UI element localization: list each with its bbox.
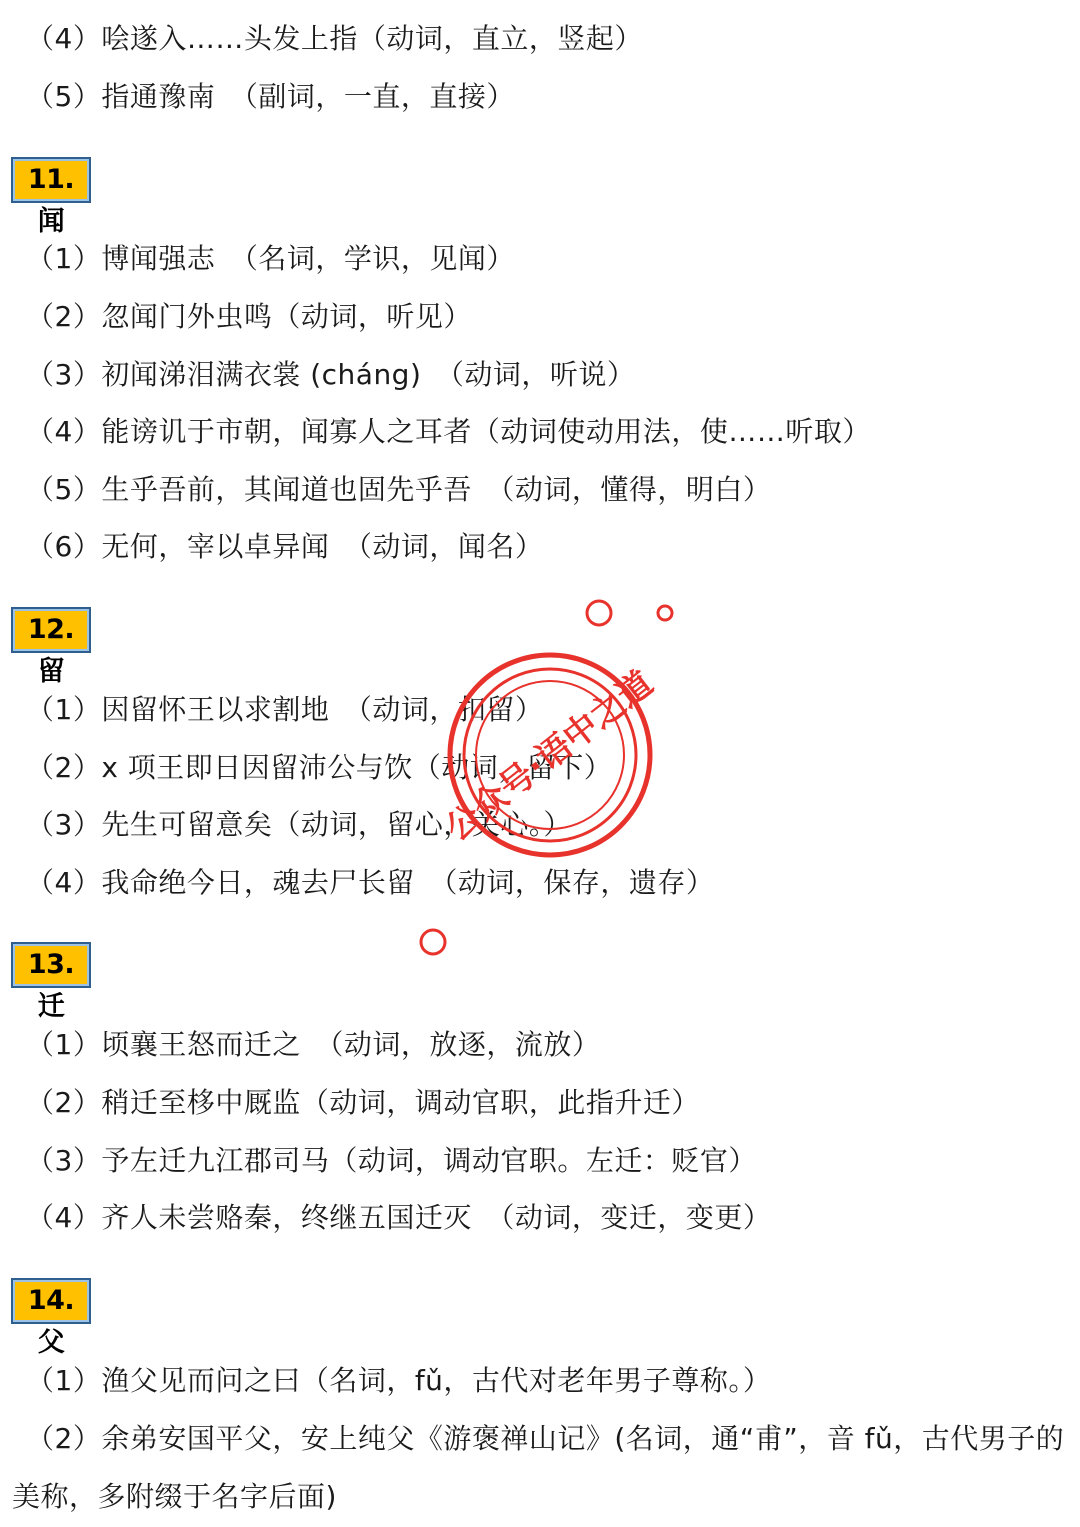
entry-line: （6）无何，宰以卓异闻 （动词，闻名） <box>26 530 544 563</box>
entry-line: （3）初闻涕泪满衣裳 (cháng) （动词，听说） <box>26 358 636 391</box>
entry-line: （3）予左迁九江郡司马（动词，调动官职。左迁：贬官） <box>26 1144 757 1177</box>
entry-line: （4）能谤讥于市朝，闻寡人之耳者（动词使动用法，使……听取） <box>26 415 871 448</box>
entry-line: （5）指通豫南 （副词，一直，直接） <box>26 80 515 113</box>
entry-line: （4）我命绝今日，魂去尸长留 （动词，保存，遗存） <box>26 866 715 899</box>
entry-line: （3）先生可留意矣（动词，留心，关心。） <box>26 808 572 841</box>
entry-line: （1）渔父见而问之曰（名词，fǔ，古代对老年男子尊称。） <box>26 1364 772 1397</box>
entry-line: （4）哙遂入……头发上指（动词，直立，竖起） <box>26 22 643 55</box>
entry-line: （1）博闻强志 （名词，学识，见闻） <box>26 242 515 275</box>
entry-line: （2）忽闻门外虫鸣（动词，听见） <box>26 300 472 333</box>
stamp-small-circle <box>421 930 445 954</box>
entry-line: （2）稍迁至栘中厩监（动词，调动官职，此指升迁） <box>26 1086 700 1119</box>
section-heading-13: 13. 迁 <box>11 942 91 988</box>
stamp-small-circle <box>658 606 672 620</box>
stamp-text: 公众号·语中之道 <box>438 663 661 850</box>
entry-line: （1）因留怀王以求割地 （动词，扣留） <box>26 693 544 726</box>
stamp-small-circle <box>587 601 611 625</box>
section-heading-12: 12. 留 <box>11 607 91 653</box>
entry-line: （5）生乎吾前，其闻道也固先乎吾 （动词，懂得，明白） <box>26 473 772 506</box>
entry-line: （1）顷襄王怒而迁之 （动词，放逐，流放） <box>26 1028 601 1061</box>
section-heading-14: 14. 父 <box>11 1278 91 1324</box>
entry-line: （2）x 项王即日因留沛公与饮（动词，留下） <box>26 751 613 784</box>
entry-line: （4）齐人未尝赂秦，终继五国迁灭 （动词，变迁，变更） <box>26 1201 772 1234</box>
section-heading-11: 11. 闻 <box>11 157 91 203</box>
entry-line: （2）余弟安国平父，安上纯父《游褒禅山记》(名词，通“甫”，音 fǔ，古代男子的美称，多附缀于名字后面) <box>12 1422 1065 1513</box>
